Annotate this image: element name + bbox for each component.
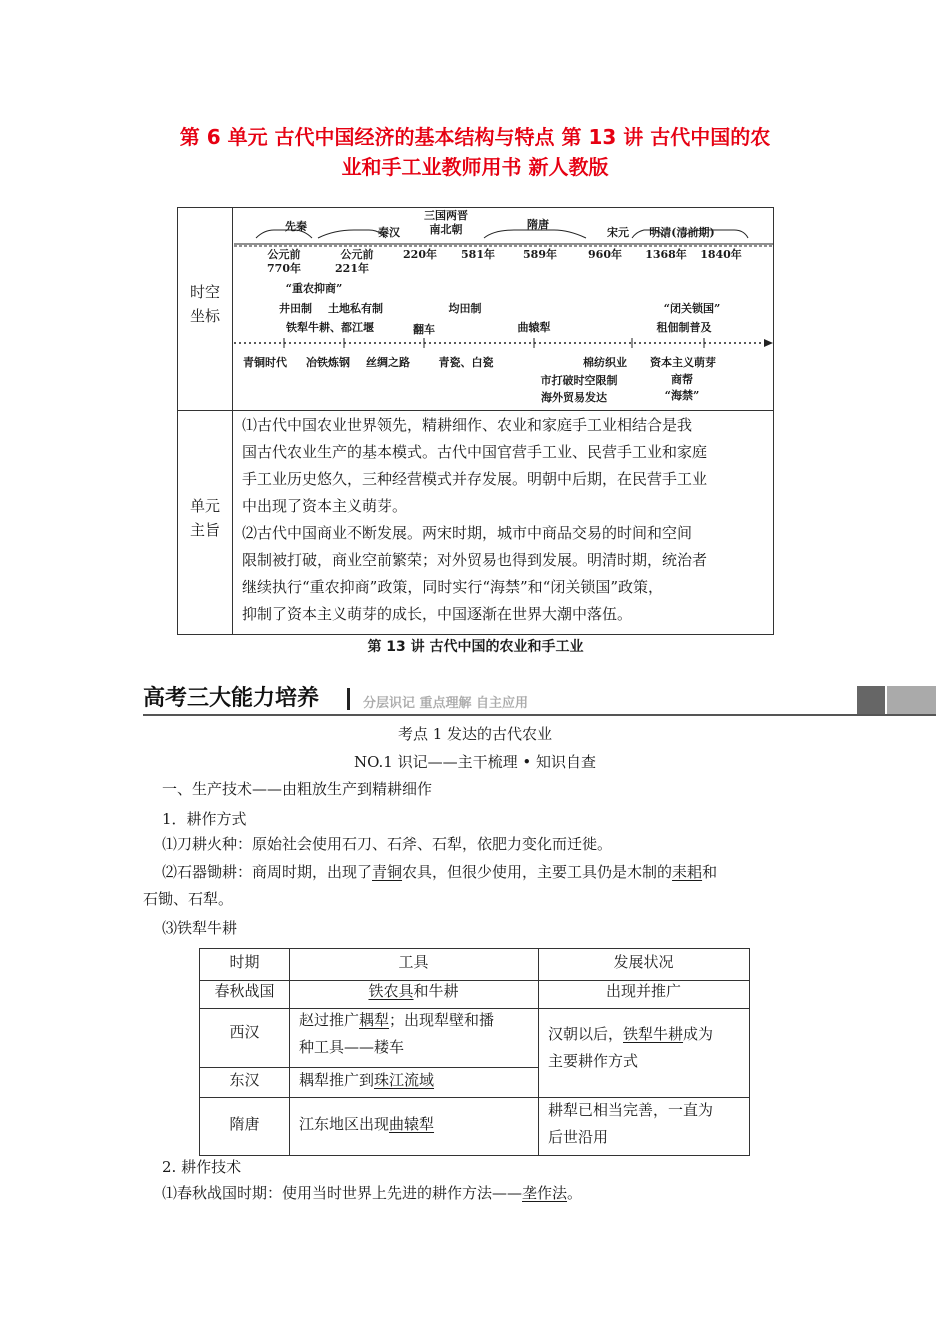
event-label: 商帮: [671, 373, 693, 386]
event-label: 曲辕犁: [517, 321, 551, 334]
table-divider-vertical: [232, 208, 233, 634]
date-label: 589年: [523, 248, 557, 261]
subheading-farming-methods: 1．耕作方式: [162, 810, 247, 828]
date-label: 960年: [588, 248, 622, 261]
banner-separator: [347, 688, 350, 710]
item-iron-plough: ⑶铁犁牛耕: [162, 919, 238, 937]
period-label: 明清(清前期): [649, 226, 715, 239]
item-stone-hoe-cont: 石锄、石犁。: [143, 890, 234, 908]
cell-tool: 江东地区出现曲辕犁: [299, 1115, 435, 1133]
event-label: “海禁”: [664, 389, 700, 402]
period-label: 南北朝: [429, 223, 463, 236]
heading-production-tech: 一、生产技术——由粗放生产到精耕细作: [162, 780, 433, 798]
title-line-1: 第 6 单元 古代中国经济的基本结构与特点 第 13 讲 古代中国的农: [179, 125, 771, 149]
event-label: 均田制: [448, 302, 482, 315]
kaodian-heading: 考点 1 发达的古代农业: [397, 725, 553, 743]
cell-period: 东汉: [229, 1071, 260, 1089]
header-period: 时期: [229, 953, 260, 971]
row-label-theme: 单元 主旨: [189, 497, 220, 539]
cell-period: 西汉: [229, 1023, 260, 1041]
timeline-graphic: [234, 210, 773, 408]
date-label: 1368年: [645, 248, 687, 261]
event-label: 丝绸之路: [366, 356, 410, 369]
event-label: 井田制: [279, 302, 312, 315]
period-label: 宋元: [607, 226, 629, 239]
lecture-caption: 第 13 讲 古代中国的农业和手工业: [367, 639, 584, 655]
cell-tool: 铁农具和牛耕: [368, 982, 459, 1000]
cell-status: 耕犁已相当完善，一直为 后世沿用: [548, 1101, 714, 1146]
event-label: 翻车: [413, 323, 435, 336]
header-tool: 工具: [398, 953, 429, 971]
date-label: 公元前: [267, 248, 301, 261]
event-label: 棉纺织业: [583, 356, 627, 369]
title-line-2: 业和手工业教师用书 新人教版: [341, 155, 609, 179]
date-label: 1840年: [700, 248, 742, 261]
event-label: “重农抑商”: [285, 282, 343, 295]
item-ridge-farming: ⑴春秋战国时期：使用当时世界上先进的耕作方法——垄作法。: [162, 1184, 583, 1202]
date-label: 770年: [267, 262, 301, 275]
period-label: 先秦: [285, 220, 307, 233]
event-label: 市打破时空限制: [540, 374, 618, 387]
date-label: 221年: [335, 262, 369, 275]
banner-subtitle: 分层识记 重点理解 自主应用: [363, 696, 529, 711]
row-label-timeline: 时空 坐标: [189, 283, 220, 325]
table-divider-horizontal: [178, 410, 773, 411]
cell-tool: 赵过推广耦犁；出现犁壁和播 种工具——耧车: [299, 1011, 495, 1056]
subheading-farming-tech: 2. 耕作技术: [162, 1158, 242, 1176]
item-slash-and-burn: ⑴刀耕火种：原始社会使用石刀、石斧、石犁，依肥力变化而迁徙。: [162, 835, 613, 853]
date-label: 581年: [461, 248, 495, 261]
event-label: 冶铁炼钢: [306, 356, 350, 369]
banner-rule: [143, 714, 936, 716]
event-label: 土地私有制: [328, 302, 383, 315]
period-label: 秦汉: [378, 226, 400, 239]
event-label: 海外贸易发达: [541, 391, 607, 404]
event-label: 青瓷、白瓷: [438, 356, 494, 369]
cell-status: 出现并推广: [605, 982, 681, 1000]
period-label: 三国两晋: [424, 209, 468, 222]
banner-title: 高考三大能力培养: [143, 686, 320, 711]
date-label: 220年: [403, 248, 437, 261]
event-label: 铁犁牛耕、都江堰: [286, 321, 374, 334]
date-label: 公元前: [340, 248, 374, 261]
banner-block-dark: [857, 686, 885, 714]
banner-block-light: [887, 686, 936, 714]
cell-status: 汉朝以后，铁犁牛耕成为 主要耕作方式: [548, 1025, 714, 1070]
farming-tools-table: [199, 948, 750, 1156]
document-title: [120, 122, 830, 182]
cell-tool: 耦犁推广到珠江流域: [299, 1071, 435, 1089]
event-label: 租佃制普及: [656, 321, 712, 334]
cell-period: 春秋战国: [214, 982, 275, 1000]
cell-period: 隋唐: [229, 1115, 260, 1133]
section-banner: [143, 684, 936, 716]
event-label: 资本主义萌芽: [650, 356, 716, 369]
event-label: 青铜时代: [243, 356, 287, 369]
header-status: 发展状况: [613, 953, 674, 971]
no1-heading: NO.1 识记——主干梳理 • 知识自查: [353, 753, 596, 771]
event-label: “闭关锁国”: [663, 302, 721, 315]
item-stone-hoe: ⑵石器锄耕：商周时期，出现了青铜农具，但很少使用，主要工具仍是木制的耒耜和: [162, 863, 718, 881]
unit-overview-table: [177, 207, 774, 635]
unit-theme-summary: ⑴古代中国农业世界领先，精耕细作、农业和家庭手工业相结合是我 国古代农业生产的基本模式。古代中国官营手工业、民营手工业和家庭 手工业历史悠久，三种经营模式并存发展。明朝中后期，在民营手工业 中出现了资本主义萌芽。 ⑵古代中国商业不断发展。两宋时期，城市中商品交易的时间和空间 限制被打破，商业空前繁荣；对外贸易也得到发展。明清时期，统治者 继续执行“重农抑商”政策，同时实行“海禁”和“闭关锁国”政策， 抑制了资本主义萌芽的成长，中国逐渐在世界大潮中落伍。: [242, 416, 708, 623]
period-label: 隋唐: [527, 218, 549, 231]
